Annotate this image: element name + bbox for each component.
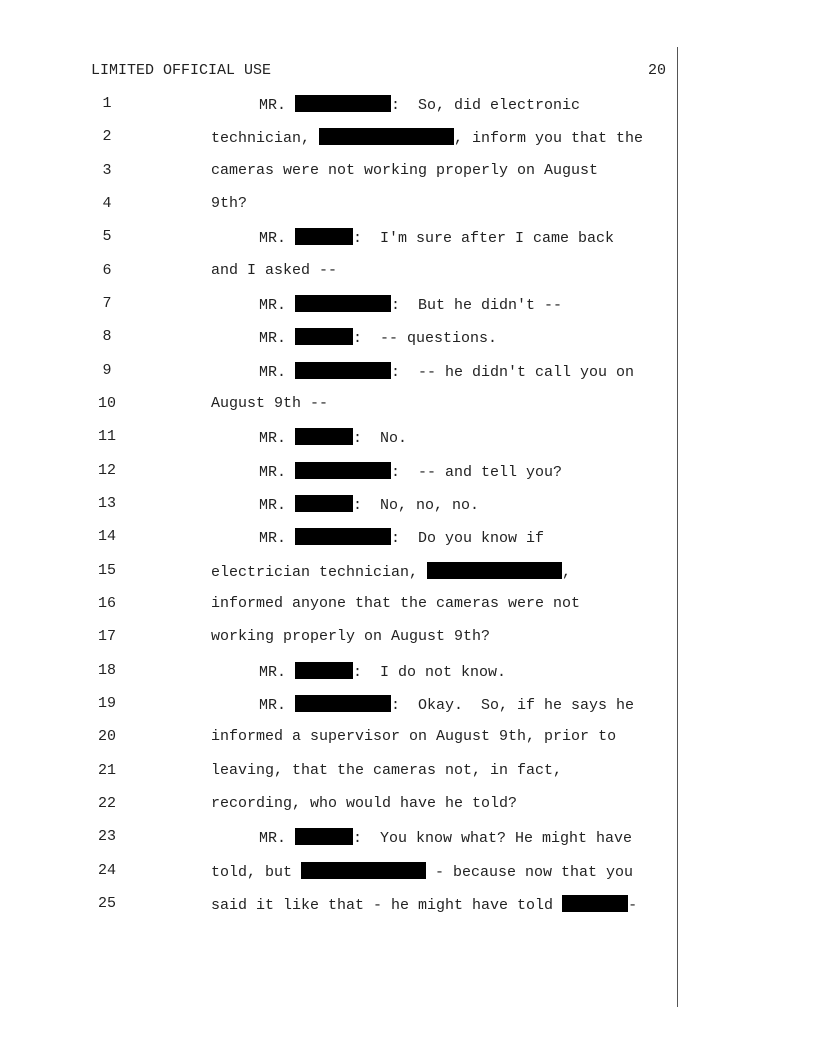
line-text bbox=[211, 762, 562, 779]
line-text bbox=[259, 495, 479, 514]
line-number: 9 bbox=[102, 362, 112, 379]
redaction-block bbox=[295, 828, 353, 845]
line-number: 8 bbox=[102, 328, 112, 345]
line-text-segment: informed anyone that the cameras were not bbox=[211, 595, 581, 612]
line-number: 1 bbox=[102, 95, 112, 112]
transcript-line bbox=[0, 128, 816, 148]
line-text bbox=[211, 162, 598, 179]
line-text bbox=[259, 362, 634, 381]
line-text-segment: August 9th -- bbox=[211, 395, 329, 412]
line-text bbox=[211, 895, 637, 914]
page-header-left: LIMITED OFFICIAL USE bbox=[91, 62, 272, 79]
line-text-segment: MR. bbox=[259, 497, 296, 514]
line-text-segment: MR. bbox=[259, 97, 296, 114]
redaction-block bbox=[295, 528, 391, 545]
line-text bbox=[259, 662, 506, 681]
transcript-line bbox=[0, 495, 816, 515]
transcript-line bbox=[0, 162, 816, 182]
line-number: 6 bbox=[102, 262, 112, 279]
transcript-line bbox=[0, 662, 816, 682]
line-text-segment: MR. bbox=[259, 230, 296, 247]
line-text-segment: : Do you know if bbox=[391, 530, 545, 547]
line-text-segment: , bbox=[562, 564, 572, 581]
line-text-segment: said it like that - he might have told bbox=[211, 897, 563, 914]
line-text bbox=[259, 828, 632, 847]
redaction-block bbox=[295, 662, 353, 679]
line-text-segment: - bbox=[628, 897, 638, 914]
redaction-block bbox=[295, 328, 353, 345]
redaction-block bbox=[295, 362, 391, 379]
line-text-segment: MR. bbox=[259, 664, 296, 681]
line-number: 17 bbox=[97, 628, 116, 645]
line-number: 3 bbox=[102, 162, 112, 179]
line-number: 7 bbox=[102, 295, 112, 312]
line-text-segment: MR. bbox=[259, 430, 296, 447]
line-text-segment: - because now that you bbox=[426, 864, 634, 881]
transcript-line bbox=[0, 428, 816, 448]
line-text-segment: told, but bbox=[211, 864, 302, 881]
line-text-segment: recording, who would have he told? bbox=[211, 795, 518, 812]
line-text-segment: : No. bbox=[353, 430, 408, 447]
line-text bbox=[211, 795, 517, 812]
line-text-segment: and I asked -- bbox=[211, 262, 338, 279]
line-text-segment: : I'm sure after I came back bbox=[353, 230, 615, 247]
transcript-line bbox=[0, 295, 816, 315]
transcript-line bbox=[0, 528, 816, 548]
line-text-segment: : -- questions. bbox=[353, 330, 498, 347]
redaction-block bbox=[295, 428, 353, 445]
line-text-segment: technician, bbox=[211, 130, 320, 147]
line-text-segment: : -- and tell you? bbox=[391, 464, 563, 481]
transcript-line bbox=[0, 795, 816, 815]
line-text bbox=[259, 528, 544, 547]
transcript-line bbox=[0, 562, 816, 582]
page-number: 20 bbox=[647, 62, 666, 79]
transcript-line bbox=[0, 395, 816, 415]
redaction-block bbox=[427, 562, 562, 579]
line-text bbox=[259, 95, 580, 114]
transcript-line bbox=[0, 695, 816, 715]
line-number: 20 bbox=[97, 728, 116, 745]
line-number: 12 bbox=[97, 462, 116, 479]
line-number: 19 bbox=[97, 695, 116, 712]
transcript-line bbox=[0, 762, 816, 782]
line-text-segment: cameras were not working properly on August bbox=[211, 162, 599, 179]
line-text bbox=[211, 628, 490, 645]
line-text bbox=[211, 395, 328, 412]
line-text bbox=[259, 695, 634, 714]
line-text bbox=[211, 728, 616, 745]
redaction-block bbox=[295, 295, 391, 312]
redaction-block bbox=[319, 128, 454, 145]
line-text-segment: leaving, that the cameras not, in fact, bbox=[211, 762, 563, 779]
transcript-line bbox=[0, 462, 816, 482]
line-text-segment: informed a supervisor on August 9th, prior to bbox=[211, 728, 617, 745]
transcript-line bbox=[0, 195, 816, 215]
redaction-block bbox=[295, 462, 391, 479]
transcript-line bbox=[0, 628, 816, 648]
line-number: 23 bbox=[97, 828, 116, 845]
line-text-segment: MR. bbox=[259, 464, 296, 481]
line-number: 15 bbox=[97, 562, 116, 579]
line-text-segment: MR. bbox=[259, 297, 296, 314]
line-text-segment: 9th? bbox=[211, 195, 248, 212]
line-text bbox=[211, 262, 337, 279]
line-text-segment: MR. bbox=[259, 364, 296, 381]
line-text-segment: , inform you that the bbox=[454, 130, 644, 147]
line-text-segment: : -- he didn't call you on bbox=[391, 364, 635, 381]
line-text-segment: : So, did electronic bbox=[391, 97, 581, 114]
transcript-line bbox=[0, 95, 816, 115]
line-text-segment: : No, no, no. bbox=[353, 497, 480, 514]
line-number: 22 bbox=[97, 795, 116, 812]
line-number: 11 bbox=[97, 428, 116, 445]
line-text-segment: : Okay. So, if he says he bbox=[391, 697, 635, 714]
redaction-block bbox=[295, 95, 391, 112]
transcript-line bbox=[0, 362, 816, 382]
line-number: 18 bbox=[97, 662, 116, 679]
line-text bbox=[259, 462, 562, 481]
transcript-line bbox=[0, 595, 816, 615]
line-text bbox=[259, 328, 497, 347]
transcript-line bbox=[0, 828, 816, 848]
line-number: 21 bbox=[97, 762, 116, 779]
transcript-line bbox=[0, 328, 816, 348]
line-text-segment: electrician technician, bbox=[211, 564, 428, 581]
line-number: 4 bbox=[102, 195, 112, 212]
line-text bbox=[211, 128, 643, 147]
line-text bbox=[259, 295, 562, 314]
line-text bbox=[211, 195, 247, 212]
transcript-line bbox=[0, 862, 816, 882]
line-number: 14 bbox=[97, 528, 116, 545]
line-number: 25 bbox=[97, 895, 116, 912]
line-number: 13 bbox=[97, 495, 116, 512]
redaction-block bbox=[295, 695, 391, 712]
line-number: 10 bbox=[97, 395, 116, 412]
transcript-line bbox=[0, 228, 816, 248]
line-text-segment: MR. bbox=[259, 830, 296, 847]
line-text-segment: MR. bbox=[259, 530, 296, 547]
transcript-line bbox=[0, 262, 816, 282]
line-number: 5 bbox=[102, 228, 112, 245]
line-text-segment: : You know what? He might have bbox=[353, 830, 633, 847]
line-text-segment: working properly on August 9th? bbox=[211, 628, 491, 645]
line-number: 24 bbox=[97, 862, 116, 879]
redaction-block bbox=[562, 895, 628, 912]
line-text-segment: MR. bbox=[259, 330, 296, 347]
transcript-line bbox=[0, 895, 816, 915]
line-text-segment: : I do not know. bbox=[353, 664, 507, 681]
line-text bbox=[211, 862, 633, 881]
redaction-block bbox=[301, 862, 426, 879]
redaction-block bbox=[295, 495, 353, 512]
line-text bbox=[259, 228, 614, 247]
line-number: 2 bbox=[102, 128, 112, 145]
line-text-segment: : But he didn't -- bbox=[391, 297, 563, 314]
redaction-block bbox=[295, 228, 353, 245]
line-text-segment: MR. bbox=[259, 697, 296, 714]
line-number: 16 bbox=[97, 595, 116, 612]
line-text bbox=[259, 428, 407, 447]
transcript-line bbox=[0, 728, 816, 748]
line-text bbox=[211, 595, 580, 612]
line-text bbox=[211, 562, 571, 581]
